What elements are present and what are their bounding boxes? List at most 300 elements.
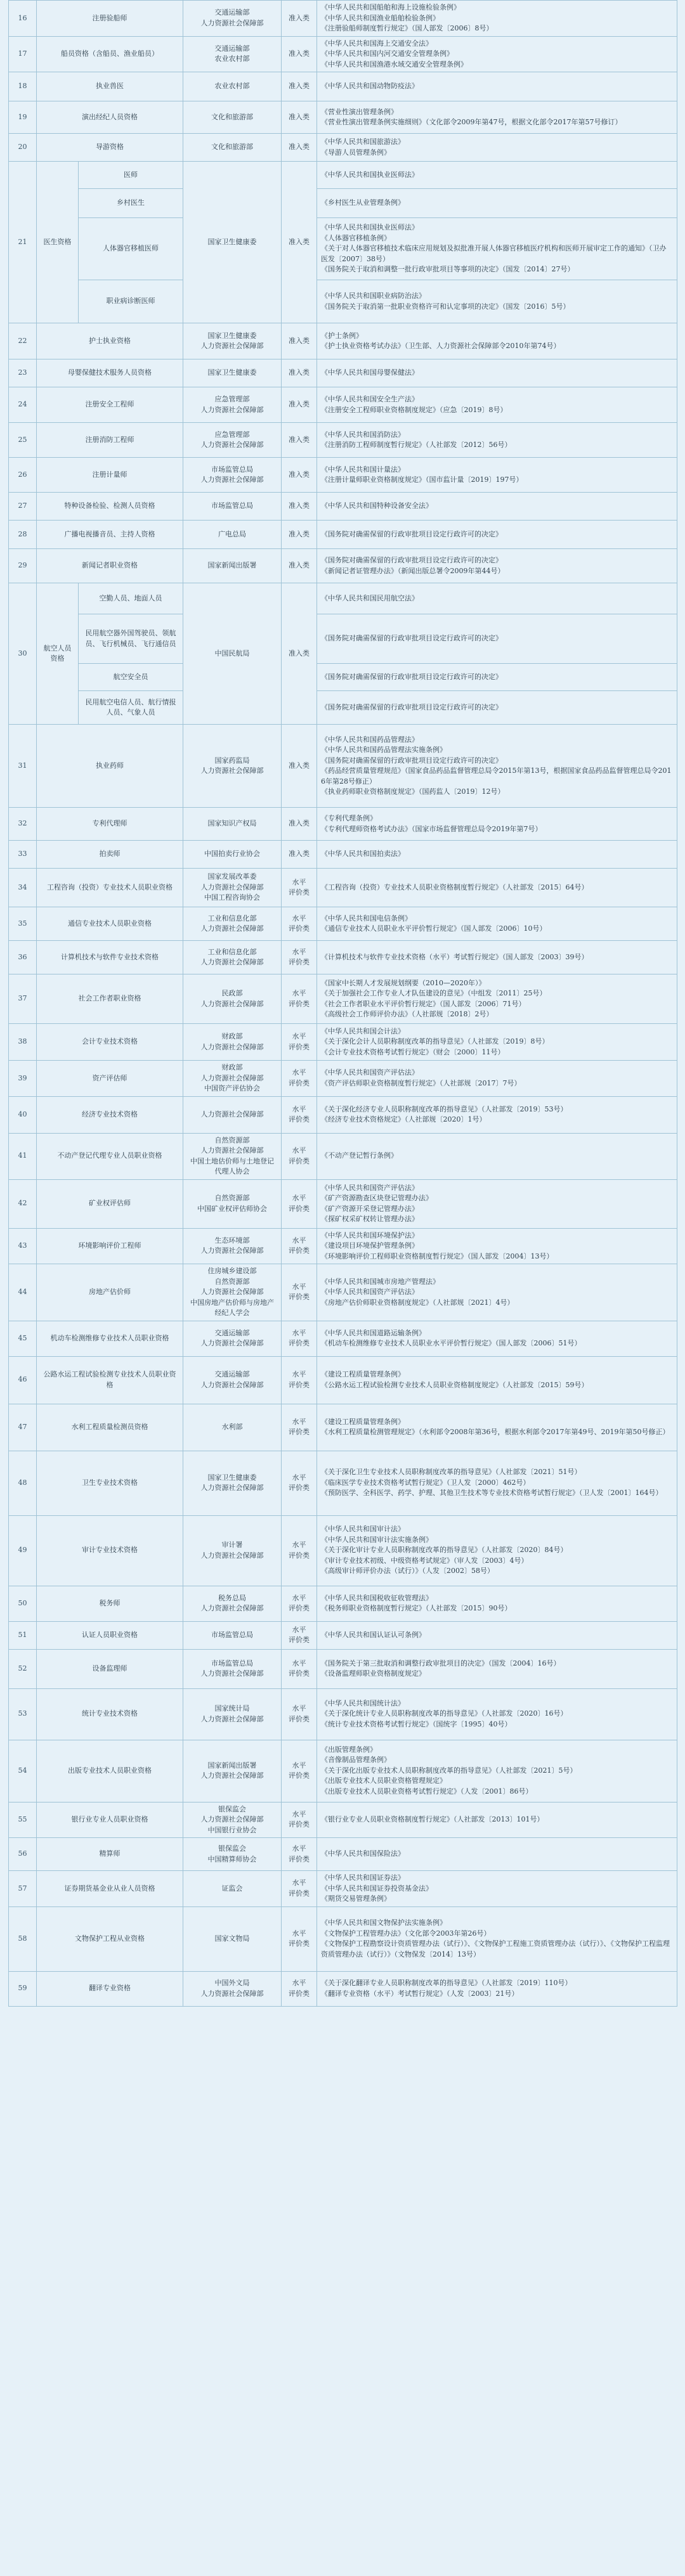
row-number: 43: [9, 1228, 37, 1264]
table-row: [9, 1264, 677, 1321]
qualification-category: 准入类: [282, 521, 317, 549]
implementing-department: 国家药监局 人力资源社会保障部: [183, 725, 282, 808]
legal-basis-item: 《中华人民共和国环境保护法》: [321, 1231, 419, 1239]
qualification-name: 社会工作者职业资格: [37, 974, 183, 1024]
legal-basis-item: 《专利代理条例》: [321, 814, 377, 822]
implementing-department: 人力资源社会保障部: [183, 1096, 282, 1133]
qualification-name: 计算机技术与软件专业技术资格: [37, 941, 183, 974]
legal-basis-item: 《高级审计师评价办法（试行）》（人发〔2002〕58号）: [321, 1567, 494, 1576]
qualification-category: 准入类: [282, 36, 317, 72]
table-row: [9, 218, 677, 280]
qualification-category: 准入类: [282, 72, 317, 101]
table-row: [9, 869, 677, 907]
legal-basis-cell: [317, 218, 677, 280]
table-row: [9, 280, 677, 323]
legal-basis-item: 《统计专业技术资格考试暂行规定》（国统字〔1995〕40号）: [321, 1719, 512, 1728]
legal-basis-cell: [317, 841, 677, 869]
legal-basis-cell: [317, 72, 677, 101]
legal-basis-cell: [317, 1, 677, 37]
qualification-name: 执业药师: [37, 725, 183, 808]
table-row: [9, 1740, 677, 1802]
qualification-category: 准入类: [282, 387, 317, 423]
table-row: [9, 1871, 677, 1907]
legal-basis-cell: [317, 941, 677, 974]
implementing-department: 市场监管总局 人力资源社会保障部: [183, 1649, 282, 1688]
qualification-name: 精算师: [37, 1838, 183, 1871]
qualification-name: 会计专业技术资格: [37, 1024, 183, 1061]
implementing-department: 税务总局 人力资源社会保障部: [183, 1586, 282, 1621]
qualification-name: 特种设备检验、检测人员资格: [37, 493, 183, 521]
row-number: 47: [9, 1404, 37, 1451]
row-number: 24: [9, 387, 37, 423]
table-row: [9, 1024, 677, 1061]
sub-qualification-name: 航空安全员: [79, 664, 183, 691]
legal-basis-item: 《国务院对确需保留的行政审批项目设定行政许可的决定》: [321, 672, 502, 681]
legal-basis-item: 《关于深化审计专业人员职称制度改革的指导意见》（人社部发〔2020〕84号）: [321, 1546, 568, 1555]
legal-basis-item: 《文物保护工程管理办法》（文化部令2003年第26号）: [321, 1929, 491, 1938]
qualification-name: 公路水运工程试验检测专业技术人员职业资格: [37, 1356, 183, 1404]
legal-basis-cell: [317, 1228, 677, 1264]
row-number: 59: [9, 1971, 37, 2006]
qualification-category: 水平 评价类: [282, 1515, 317, 1586]
qualification-category: 准入类: [282, 841, 317, 869]
row-number: 45: [9, 1321, 37, 1356]
legal-basis-cell: [317, 1133, 677, 1179]
row-number: 35: [9, 907, 37, 941]
legal-basis-item: 《关于对人体器官移植技术临床应用规划及拟批准开展人体器官移植医疗机构和医师开展审定工作的通知》（卫办医发〔2007〕38号）: [321, 244, 667, 263]
legal-basis-item: 《营业性演出管理条例实施细则》（文化部令2009年第47号，根据文化部令2017年第57号修订）: [321, 118, 622, 126]
legal-basis-cell: [317, 189, 677, 218]
implementing-department: 市场监管总局: [183, 1621, 282, 1649]
qualification-name: 护士执业资格: [37, 323, 183, 359]
qualification-category: 水平 评价类: [282, 1906, 317, 1971]
row-number: 17: [9, 36, 37, 72]
qualification-name: 出版专业技术人员职业资格: [37, 1740, 183, 1802]
implementing-department: 应急管理部 人力资源社会保障部: [183, 423, 282, 458]
table-row: [9, 1649, 677, 1688]
legal-basis-item: 《税务师职业资格制度暂行规定》（人社部发〔2015〕90号）: [321, 1604, 512, 1612]
row-number: 32: [9, 808, 37, 841]
table-row: [9, 359, 677, 387]
qualification-name: 经济专业技术资格: [37, 1096, 183, 1133]
legal-basis-item: 《资产评估师职业资格制度暂行规定》（人社部规〔2017〕7号）: [321, 1078, 521, 1087]
legal-basis-item: 《建设工程质量管理条例》: [321, 1417, 405, 1426]
legal-basis-item: 《不动产登记暂行条例》: [321, 1151, 398, 1160]
legal-basis-cell: [317, 493, 677, 521]
qualification-name: 演出经纪人员资格: [37, 101, 183, 134]
implementing-department: 自然资源部 中国矿业权评估师协会: [183, 1179, 282, 1228]
qualification-name: 拍卖师: [37, 841, 183, 869]
qualification-category: 水平 评价类: [282, 1802, 317, 1838]
sub-qualification-name: 职业病诊断医师: [79, 280, 183, 323]
qualification-name: 工程咨询（投资）专业技术人员职业资格: [37, 869, 183, 907]
legal-basis-item: 《审计专业技术初级、中级资格考试规定》（审人发〔2003〕4号）: [321, 1556, 528, 1565]
row-number: 16: [9, 1, 37, 37]
legal-basis-item: 《中华人民共和国渔业船舶检验条例》: [321, 13, 440, 22]
legal-basis-cell: [317, 521, 677, 549]
legal-basis-item: 《注册验船师制度暂行规定》（国人部发〔2006〕8号）: [321, 24, 493, 32]
legal-basis-item: 《国务院对确需保留的行政审批项目设定行政许可的决定》: [321, 634, 502, 643]
legal-basis-item: 《国务院对确需保留的行政审批项目设定行政许可的决定》: [321, 756, 502, 765]
qualification-category: 准入类: [282, 101, 317, 134]
qualification-name: 医生资格: [37, 162, 79, 323]
table-row: [9, 1586, 677, 1621]
legal-basis-item: 《会计专业技术资格考试暂行规定》（财会〔2000〕11号）: [321, 1047, 505, 1056]
qualification-category: 水平 评价类: [282, 1061, 317, 1097]
legal-basis-cell: [317, 134, 677, 162]
qualification-name: 机动车检测维修专业技术人员职业资格: [37, 1321, 183, 1356]
legal-basis-cell: [317, 869, 677, 907]
table-row: [9, 549, 677, 583]
qualification-name: 导游资格: [37, 134, 183, 162]
qualification-name: 房地产估价师: [37, 1264, 183, 1321]
legal-basis-cell: [317, 1621, 677, 1649]
implementing-department: 国家文物局: [183, 1906, 282, 1971]
table-row: [9, 387, 677, 423]
qualification-name: 专利代理师: [37, 808, 183, 841]
qualification-name: 资产评估师: [37, 1061, 183, 1097]
qualification-category: 水平 评价类: [282, 907, 317, 941]
legal-basis-item: 《中华人民共和国旅游法》: [321, 138, 405, 146]
legal-basis-item: 《国务院关于取消和调整一批行政审批项目等事项的决定》（国发〔2014〕27号）: [321, 265, 575, 274]
qualification-category: 准入类: [282, 583, 317, 725]
legal-basis-item: 《通信专业技术人员职业水平评价暂行规定》（国人部发〔2006〕10号）: [321, 924, 547, 933]
row-number: 34: [9, 869, 37, 907]
row-number: 58: [9, 1906, 37, 1971]
qualification-category: 水平 评价类: [282, 1740, 317, 1802]
legal-basis-cell: [317, 1802, 677, 1838]
qualification-category: 准入类: [282, 359, 317, 387]
table-row: [9, 72, 677, 101]
legal-basis-item: 《国务院对确需保留的行政审批项目设定行政许可的决定》: [321, 556, 502, 564]
legal-basis-item: 《专利代理师资格考试办法》（国家市场监督管理总局令2019年第7号）: [321, 824, 542, 833]
legal-basis-item: 《中华人民共和国拍卖法》: [321, 850, 405, 858]
table-row: [9, 1906, 677, 1971]
implementing-department: 民政部 人力资源社会保障部: [183, 974, 282, 1024]
qualification-name: 注册消防工程师: [37, 423, 183, 458]
qualification-name: 卫生专业技术资格: [37, 1451, 183, 1515]
legal-basis-cell: [317, 1586, 677, 1621]
row-number: 21: [9, 162, 37, 323]
table-body: [9, 1, 677, 2007]
implementing-department: 中国外文局 人力资源社会保障部: [183, 1971, 282, 2006]
table-row: [9, 941, 677, 974]
legal-basis-item: 《房地产估价师职业资格制度规定》（人社部规〔2021〕4号）: [321, 1298, 514, 1307]
legal-basis-item: 《矿产资源开采登记管理办法》: [321, 1204, 419, 1213]
implementing-department: 交通运输部 人力资源社会保障部: [183, 1321, 282, 1356]
implementing-department: 市场监管总局 人力资源社会保障部: [183, 458, 282, 493]
qualification-name: 通信专业技术人员职业资格: [37, 907, 183, 941]
legal-basis-item: 《中华人民共和国证券投资基金法》: [321, 1884, 433, 1893]
table-row: [9, 808, 677, 841]
table-row: [9, 1688, 677, 1740]
row-number: 28: [9, 521, 37, 549]
qualification-name: 税务师: [37, 1586, 183, 1621]
legal-basis-item: 《中华人民共和国执业医师法》: [321, 223, 419, 232]
qualification-category: 准入类: [282, 808, 317, 841]
qualification-category: 水平 评价类: [282, 1133, 317, 1179]
legal-basis-item: 《中华人民共和国海上交通安全法》: [321, 39, 433, 48]
row-number: 36: [9, 941, 37, 974]
row-number: 27: [9, 493, 37, 521]
legal-basis-cell: [317, 1179, 677, 1228]
legal-basis-cell: [317, 1451, 677, 1515]
implementing-department: 生态环境部 人力资源社会保障部: [183, 1228, 282, 1264]
implementing-department: 农业农村部: [183, 72, 282, 101]
qualification-table: [8, 0, 677, 2007]
legal-basis-item: 《中华人民共和国证券法》: [321, 1874, 405, 1882]
legal-basis-item: 《出版专业技术人员职业资格考试暂行规定》（人发〔2001〕86号）: [321, 1787, 533, 1796]
implementing-department: 交通运输部 人力资源社会保障部: [183, 1, 282, 37]
legal-basis-item: 《工程咨询（投资）专业技术人员职业资格制度暂行规定》（人社部发〔2015〕64号）: [321, 883, 589, 891]
legal-basis-item: 《国务院对确需保留的行政审批项目设定行政许可的决定》: [321, 529, 502, 538]
legal-basis-cell: [317, 1871, 677, 1907]
implementing-department: 财政部 人力资源社会保障部: [183, 1024, 282, 1061]
qualification-name: 证券期货基金业从业人员资格: [37, 1871, 183, 1907]
implementing-department: 工业和信息化部 人力资源社会保障部: [183, 941, 282, 974]
legal-basis-cell: [317, 664, 677, 691]
implementing-department: 财政部 人力资源社会保障部 中国资产评估协会: [183, 1061, 282, 1097]
legal-basis-item: 《关于深化翻译专业人员职称制度改革的指导意见》（人社部发〔2019〕110号）: [321, 1979, 572, 1987]
legal-basis-cell: [317, 1264, 677, 1321]
implementing-department: 广电总局: [183, 521, 282, 549]
qualification-category: 水平 评价类: [282, 1179, 317, 1228]
legal-basis-item: 《中华人民共和国保险法》: [321, 1849, 405, 1858]
legal-basis-item: 《中华人民共和国内河交通安全管理条例》: [321, 49, 453, 58]
qualification-category: 水平 评价类: [282, 1356, 317, 1404]
qualification-category: 水平 评价类: [282, 1649, 317, 1688]
qualification-category: 水平 评价类: [282, 1024, 317, 1061]
legal-basis-cell: [317, 359, 677, 387]
legal-basis-item: 《预防医学、全科医学、药学、护理、其他卫生技术等专业技术资格考试暂行规定》（卫人发〔2001〕164号）: [321, 1489, 663, 1498]
table-row: [9, 841, 677, 869]
legal-basis-item: 《关于深化卫生专业技术人员职称制度改革的指导意见》（人社部发〔2021〕51号）: [321, 1468, 582, 1477]
legal-basis-item: 《注册计量师职业资格制度规定》（国市监计量〔2019〕197号）: [321, 476, 523, 484]
qualification-category: 水平 评价类: [282, 1971, 317, 2006]
legal-basis-item: 《中华人民共和国审计法》: [321, 1525, 405, 1534]
qualification-name: 执业兽医: [37, 72, 183, 101]
row-number: 31: [9, 725, 37, 808]
row-number: 41: [9, 1133, 37, 1179]
table-row: [9, 907, 677, 941]
implementing-department: 水利部: [183, 1404, 282, 1451]
qualification-name: 水利工程质量检测员资格: [37, 1404, 183, 1451]
row-number: 49: [9, 1515, 37, 1586]
sub-qualification-name: 民用航空器外国驾驶员、领航员、飞行机械员、飞行通信员: [79, 614, 183, 664]
table-row: [9, 1515, 677, 1586]
legal-basis-item: 《护士执业资格考试办法》（卫生部、人力资源社会保障部令2010年第74号）: [321, 342, 561, 350]
legal-basis-item: 《中华人民共和国职业病防治法》: [321, 292, 426, 300]
legal-basis-item: 《国务院关于取消第一批职业资格许可和认定事项的决定》（国发〔2016〕5号）: [321, 302, 570, 311]
implementing-department: 工业和信息化部 人力资源社会保障部: [183, 907, 282, 941]
row-number: 38: [9, 1024, 37, 1061]
legal-basis-cell: [317, 808, 677, 841]
implementing-department: 交通运输部 人力资源社会保障部: [183, 1356, 282, 1404]
legal-basis-item: 《中华人民共和国电信条例》: [321, 914, 412, 922]
implementing-department: 证监会: [183, 1871, 282, 1907]
qualification-category: 准入类: [282, 162, 317, 323]
legal-basis-cell: [317, 323, 677, 359]
table-row: [9, 1228, 677, 1264]
qualification-category: 水平 评价类: [282, 1228, 317, 1264]
qualification-category: 准入类: [282, 323, 317, 359]
legal-basis-item: 《中华人民共和国资产评估法》: [321, 1288, 419, 1296]
legal-basis-item: 《机动车检测维修专业技术人员职业水平评价暂行规定》（国人部发〔2006〕51号）: [321, 1339, 582, 1347]
table-row: [9, 162, 677, 189]
qualification-category: 水平 评价类: [282, 1871, 317, 1907]
table-row: [9, 493, 677, 521]
row-number: 37: [9, 974, 37, 1024]
implementing-department: 中国民航局: [183, 583, 282, 725]
legal-basis-item: 《中华人民共和国特种设备安全法》: [321, 502, 433, 510]
row-number: 29: [9, 549, 37, 583]
legal-basis-item: 《翻译专业资格（水平）考试暂行规定》（人发〔2003〕21号）: [321, 1989, 519, 1998]
qualification-name: 注册验船师: [37, 1, 183, 37]
legal-basis-item: 《公路水运工程试验检测专业技术人员职业资格制度规定》（人社部发〔2015〕59号）: [321, 1380, 589, 1389]
row-number: 40: [9, 1096, 37, 1133]
legal-basis-item: 《临床医学专业技术资格考试暂行规定》（卫人发〔2000〕462号）: [321, 1478, 530, 1487]
legal-basis-item: 《中华人民共和国统计法》: [321, 1699, 405, 1707]
table-row: [9, 1971, 677, 2006]
legal-basis-item: 《导游人员管理条例》: [321, 148, 391, 157]
legal-basis-item: 《中华人民共和国药品管理法实施条例》: [321, 746, 447, 754]
legal-basis-item: 《中华人民共和国审计法实施条例》: [321, 1535, 433, 1544]
legal-basis-item: 《新闻记者证管理办法》（新闻出版总署令2009年第44号）: [321, 566, 505, 575]
legal-basis-item: 《中华人民共和国动物防疫法》: [321, 82, 419, 91]
implementing-department: 国家卫生健康委 人力资源社会保障部: [183, 1451, 282, 1515]
legal-basis-cell: [317, 1740, 677, 1802]
table-row: [9, 423, 677, 458]
row-number: 44: [9, 1264, 37, 1321]
row-number: 46: [9, 1356, 37, 1404]
implementing-department: 审计署 人力资源社会保障部: [183, 1515, 282, 1586]
legal-basis-cell: [317, 101, 677, 134]
row-number: 48: [9, 1451, 37, 1515]
table-row: [9, 1451, 677, 1515]
legal-basis-item: 《社会工作者职业水平评价暂行规定》（国人部发〔2006〕71号）: [321, 999, 526, 1008]
implementing-department: 应急管理部 人力资源社会保障部: [183, 387, 282, 423]
legal-basis-item: 《高级社会工作师评价办法》（人社部规〔2018〕2号）: [321, 1010, 493, 1018]
table-row: [9, 691, 677, 725]
legal-basis-item: 《人体器官移植条例》: [321, 233, 391, 242]
legal-basis-item: 《中华人民共和国会计法》: [321, 1026, 405, 1035]
legal-basis-item: 《关于深化会计人员职称制度改革的指导意见》（人社部发〔2019〕8号）: [321, 1037, 549, 1046]
legal-basis-cell: [317, 1356, 677, 1404]
implementing-department: 国家卫生健康委: [183, 162, 282, 323]
legal-basis-item: 《中华人民共和国安全生产法》: [321, 395, 419, 403]
legal-basis-item: 《中华人民共和国消防法》: [321, 430, 405, 439]
legal-basis-item: 《关于深化经济专业人员职称制度改革的指导意见》（人社部发〔2019〕53号）: [321, 1104, 568, 1113]
legal-basis-item: 《出版专业技术人员职业资格管理规定》: [321, 1777, 447, 1785]
implementing-department: 银保监会 中国精算师协会: [183, 1838, 282, 1871]
legal-basis-item: 《设备监理师职业资格制度规定》: [321, 1669, 426, 1678]
row-number: 23: [9, 359, 37, 387]
legal-basis-cell: [317, 1649, 677, 1688]
legal-basis-item: 《中华人民共和国船舶和海上设施检验条例》: [321, 3, 460, 11]
table-row: [9, 725, 677, 808]
implementing-department: 国家发展改革委 人力资源社会保障部 中国工程咨询协会: [183, 869, 282, 907]
legal-basis-cell: [317, 1838, 677, 1871]
row-number: 25: [9, 423, 37, 458]
table-row: [9, 614, 677, 664]
legal-basis-cell: [317, 1906, 677, 1971]
row-number: 18: [9, 72, 37, 101]
row-number: 22: [9, 323, 37, 359]
table-row: [9, 1802, 677, 1838]
legal-basis-cell: [317, 280, 677, 323]
row-number: 19: [9, 101, 37, 134]
qualification-name: 不动产登记代理专业人员职业资格: [37, 1133, 183, 1179]
legal-basis-item: 《环境影响评价工程师职业资格制度暂行规定》（国人部发〔2004〕13号）: [321, 1252, 554, 1260]
table-row: [9, 583, 677, 614]
table-row: [9, 36, 677, 72]
sub-qualification-name: 人体器官移植医师: [79, 218, 183, 280]
legal-basis-item: 《中华人民共和国药品管理法》: [321, 735, 419, 744]
table-row: [9, 458, 677, 493]
legal-basis-cell: [317, 1515, 677, 1586]
row-number: 20: [9, 134, 37, 162]
qualification-name: 船员资格（含船员、渔业船员）: [37, 36, 183, 72]
table-row: [9, 1133, 677, 1179]
row-number: 39: [9, 1061, 37, 1097]
legal-basis-item: 《矿产资源勘查区块登记管理办法》: [321, 1194, 433, 1202]
qualification-name: 新闻记者职业资格: [37, 549, 183, 583]
legal-basis-item: 《出版管理条例》: [321, 1745, 377, 1754]
qualification-name: 环境影响评价工程师: [37, 1228, 183, 1264]
implementing-department: 国家新闻出版署 人力资源社会保障部: [183, 1740, 282, 1802]
legal-basis-item: 《中华人民共和国资产评估法》: [321, 1183, 419, 1192]
legal-basis-cell: [317, 583, 677, 614]
legal-basis-cell: [317, 907, 677, 941]
legal-basis-item: 《中华人民共和国道路运输条例》: [321, 1328, 426, 1337]
table-row: [9, 974, 677, 1024]
qualification-category: 水平 评价类: [282, 1096, 317, 1133]
legal-basis-item: 《国务院关于第三批取消和调整行政审批项目的决定》（国发〔2004〕16号）: [321, 1659, 561, 1667]
legal-basis-item: 《中华人民共和国执业医师法》: [321, 170, 419, 179]
qualification-name: 航空人员资格: [37, 583, 79, 725]
legal-basis-item: 《音像制品管理条例》: [321, 1756, 391, 1764]
legal-basis-cell: [317, 423, 677, 458]
legal-basis-item: 《中华人民共和国渔港水域交通安全管理条例》: [321, 60, 467, 68]
qualification-name: 母婴保健技术服务人员资格: [37, 359, 183, 387]
legal-basis-item: 《执业药师职业资格制度规定》（国药监人〔2019〕12号）: [321, 787, 505, 796]
row-number: 33: [9, 841, 37, 869]
legal-basis-cell: [317, 549, 677, 583]
qualification-category: 水平 评价类: [282, 1404, 317, 1451]
legal-basis-item: 《中华人民共和国文物保护法实施条例》: [321, 1919, 447, 1927]
legal-basis-item: 《中华人民共和国民用航空法》: [321, 593, 419, 602]
table-row: [9, 1321, 677, 1356]
qualification-category: 水平 评价类: [282, 1621, 317, 1649]
qualification-category: 准入类: [282, 493, 317, 521]
qualification-name: 注册计量师: [37, 458, 183, 493]
table-row: [9, 101, 677, 134]
row-number: 50: [9, 1586, 37, 1621]
qualification-category: 准入类: [282, 458, 317, 493]
legal-basis-cell: [317, 387, 677, 423]
qualification-category: 水平 评价类: [282, 1451, 317, 1515]
implementing-department: 住房城乡建设部 自然资源部 人力资源社会保障部 中国房地产估价师与房地产经纪人学会: [183, 1264, 282, 1321]
legal-basis-item: 《中华人民共和国城市房地产管理法》: [321, 1277, 440, 1286]
row-number: 53: [9, 1688, 37, 1740]
legal-basis-cell: [317, 458, 677, 493]
legal-basis-item: 《护士条例》: [321, 331, 363, 340]
legal-basis-cell: [317, 1024, 677, 1061]
qualification-name: 文物保护工程从业资格: [37, 1906, 183, 1971]
legal-basis-item: 《计算机技术与软件专业技术资格（水平）考试暂行规定》（国人部发〔2003〕39号）: [321, 952, 589, 961]
legal-basis-item: 《国家中长期人才发展规划纲要（2010—2020年）》: [321, 978, 486, 987]
legal-basis-item: 《建设工程质量管理条例》: [321, 1370, 405, 1378]
